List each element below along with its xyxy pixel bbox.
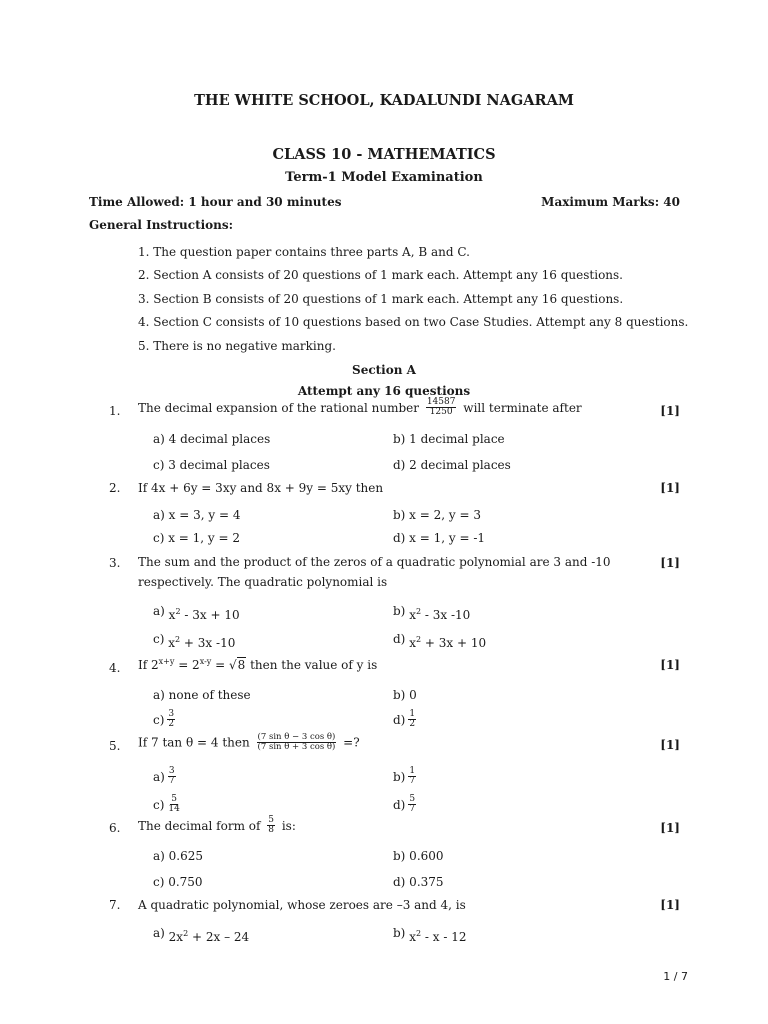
question-number: 6. (109, 821, 121, 835)
option-d: d) x = 1, y = -1 (393, 531, 486, 545)
option-b: b) $\frac{1}{7}$ (393, 766, 416, 787)
option-c: c) x = 1, y = 2 (153, 531, 241, 545)
time-allowed: Time Allowed: 1 hour and 30 minutes (89, 195, 342, 209)
question-text: The sum and the product of the zeros of a quadratic polynomial are 3 and -10 respectively. The quadratic polynomial is (138, 555, 611, 589)
option-b: b) 0 (393, 688, 417, 702)
option-a: a) $2x^2 + 2x - 24$ (153, 926, 250, 944)
instruction-item: 1. The question paper contains three parts A, B and C. (138, 245, 470, 259)
option-a: a) 0.625 (153, 849, 204, 863)
option-b: b) $x^2$ - x - 12 (393, 926, 467, 944)
option-d: d) 2 decimal places (393, 458, 511, 472)
school-name: THE WHITE SCHOOL, KADALUNDI NAGARAM (194, 92, 574, 109)
instruction-item: 5. There is no negative marking. (138, 339, 336, 353)
question-text: If $2^{x+y} = 2^{x-y}$ = √ 8 then the value of y is (138, 657, 378, 672)
option-b: b) 0.600 (393, 849, 444, 863)
question-number: 2. (109, 481, 121, 495)
option-c: c) 3 decimal places (153, 458, 270, 472)
fraction: $\frac{\text{(7 sin θ − 3 cos θ)}}{\text{(7 sin θ + 3 cos θ)}}$ (257, 732, 336, 752)
question-text: A quadratic polynomial, whose zeroes are –3 and 4, is (138, 898, 466, 912)
question-mark: [1] (660, 556, 680, 570)
section-subtitle: Attempt any 16 questions (297, 384, 471, 398)
option-a: a) $x^2 - 3x + 10$ (153, 604, 240, 622)
question-text: The decimal expansion of the rational number $\frac{14587}{1250}$ will terminate after (138, 397, 582, 418)
option-b: b) 1 decimal place (393, 432, 505, 446)
question-mark: [1] (660, 821, 680, 835)
option-d: d) $\frac{1}{2}$ (393, 709, 416, 730)
question-number: 5. (109, 739, 121, 753)
option-a: a) none of these (153, 688, 251, 702)
instructions-title: General Instructions: (89, 218, 234, 232)
instruction-item: 3. Section B consists of 20 questions of 1 mark each. Attempt any 16 questions. (138, 292, 624, 306)
option-c: c) $\frac{3}{2}$ (153, 709, 175, 730)
option-a: a) 4 decimal places (153, 432, 271, 446)
option-d: d) $x^2 + 3x + 10$ (393, 632, 487, 650)
question-mark: [1] (660, 481, 680, 495)
option-d: d) 0.375 (393, 875, 444, 889)
instruction-item: 2. Section A consists of 20 questions of 1 mark each. Attempt any 16 questions. (138, 268, 623, 282)
question-mark: [1] (660, 898, 680, 912)
section-title: Section A (352, 363, 416, 377)
question-number: 3. (109, 556, 121, 570)
option-b: b) $x^2 - 3x$ -10 (393, 604, 471, 622)
exam-title: Term-1 Model Examination (285, 170, 483, 185)
instruction-item: 4. Section C consists of 10 questions based on two Case Studies. Attempt any 8 questions. (138, 315, 689, 329)
question-mark: [1] (660, 738, 680, 752)
question-mark: [1] (660, 658, 680, 672)
option-b: b) x = 2, y = 3 (393, 508, 481, 522)
option-c: c) 0.750 (153, 875, 203, 889)
page-number: 1 / 7 (663, 970, 688, 983)
maximum-marks: Maximum Marks: 40 (541, 195, 680, 209)
question-text: If 7 tan θ = 4 then $\frac{\text{(7 sin θ − 3 cos θ)}}{\text{(7 sin θ + 3 cos θ)}}$ =? (138, 732, 360, 752)
class-title: CLASS 10 - MATHEMATICS (272, 146, 496, 163)
question-number: 4. (109, 661, 121, 675)
fraction: $\frac{5}{8}$ (268, 815, 274, 836)
option-a: a) $\frac{3}{7}$ (153, 766, 175, 787)
option-c: c) $\frac{5}{14}$ (153, 794, 180, 815)
option-c: c) $x^2 + 3x$ -10 (153, 632, 236, 650)
question-text: If 4x + 6y = 3xy and 8x + 9y = 5xy then (138, 481, 384, 495)
question-number: 1. (109, 404, 121, 418)
question-number: 7. (109, 898, 121, 912)
option-d: d) $\frac{5}{7}$ (393, 794, 416, 815)
option-a: a) x = 3, y = 4 (153, 508, 241, 522)
fraction: $\frac{14587}{1250}$ (426, 397, 456, 418)
square-root: √ 8 (228, 658, 246, 672)
question-mark: [1] (660, 404, 680, 418)
question-text: The decimal form of $\frac{5}{8}$ is: (138, 815, 296, 836)
